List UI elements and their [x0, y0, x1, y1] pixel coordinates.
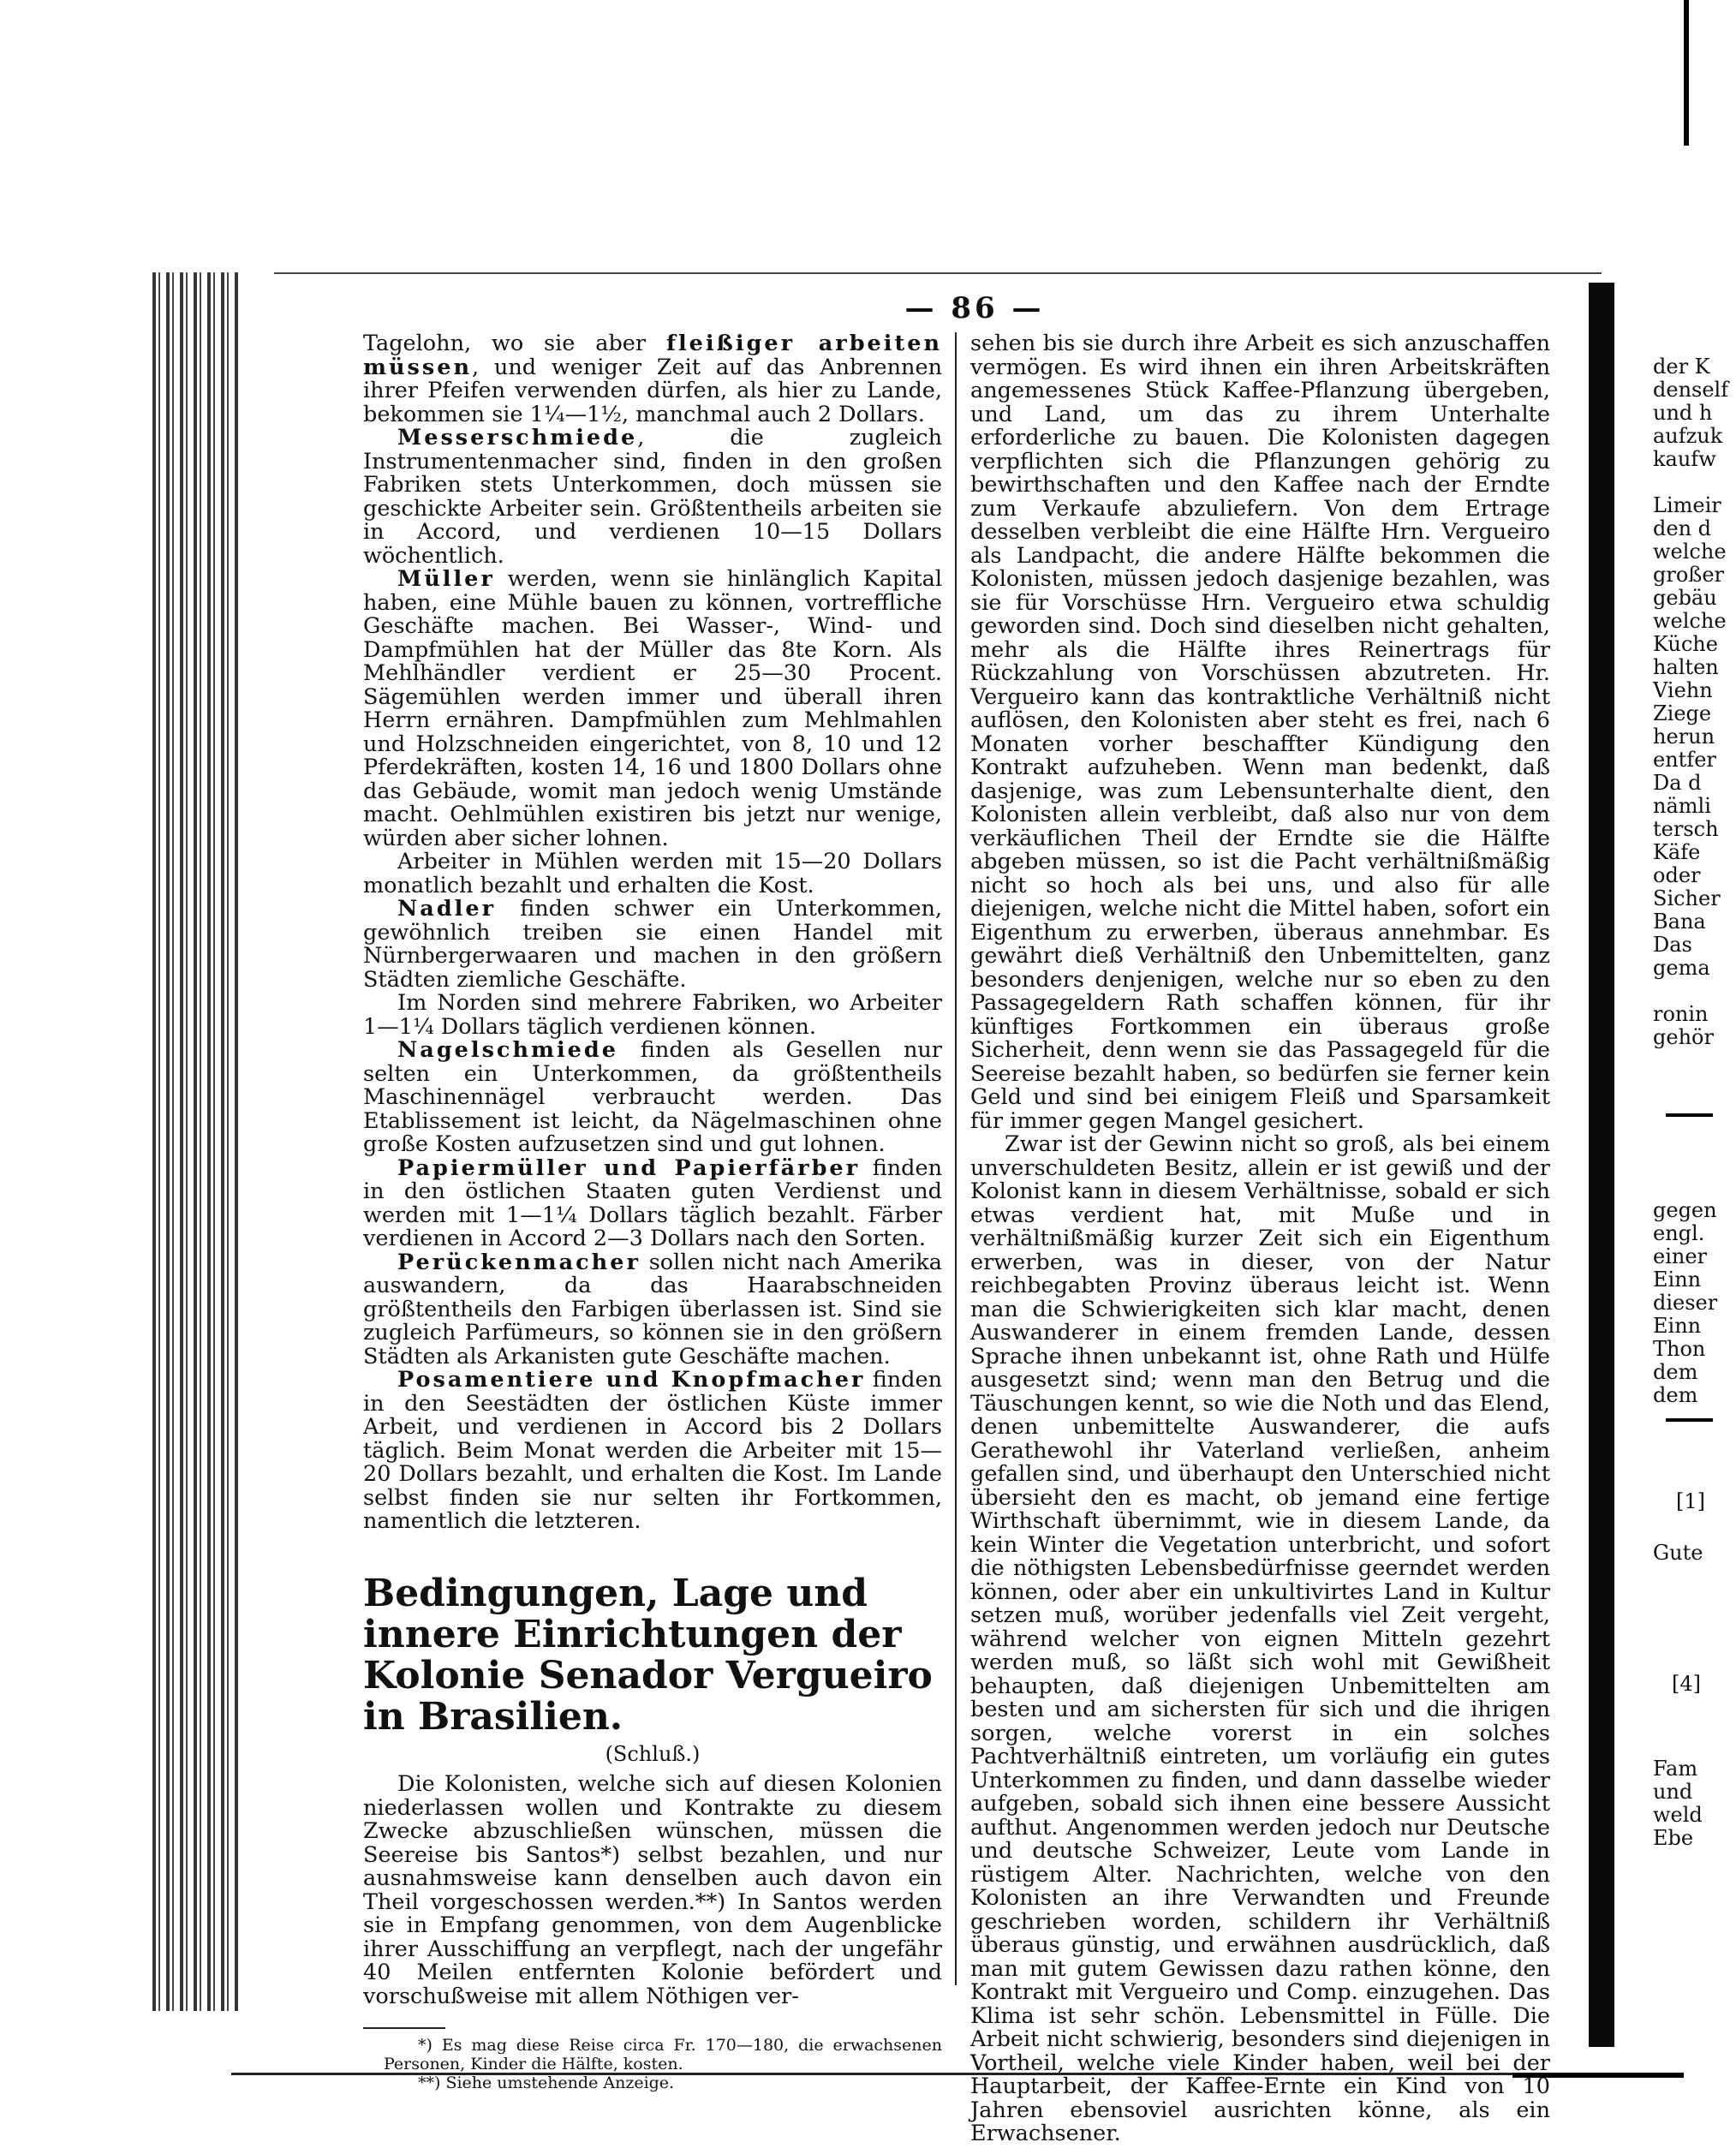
article-subtitle: (Schluß.)	[605, 1741, 701, 1766]
paragraph-text: finden in den Seestädten der östlichen Küste immer Arbeit, und verdienen in Accord bis 2 Dollars täglich. Beim Monat werden die Arbeiter mit 15—20 Dollars bezahlt, und erhalten die Kost. Im Lande selbst finden sie nur selten ihr Fortkommen, namentlich die letzteren.	[363, 1367, 942, 1534]
emphasized-trade-name: Posamentiere und Knopfmacher	[397, 1367, 866, 1393]
fragment-line: Einn	[1653, 1268, 1702, 1292]
left-paragraph	[363, 898, 942, 992]
fragment-line: den d	[1653, 516, 1712, 540]
paragraph-text: werden, wenn sie hinlänglich Kapital haben, eine Mühle bauen zu können, vortreffliche Geschäfte machen. Bei Wasser-, Wind- und Dampfmühlen hat der Müller das 8te Korn. Als Mehlhändler verdient er 25—30 Procent. Sägemühlen werden immer und überall ihren Herrn ernähren. Dampfmühlen zum Mehlmahlen und Holzschneiden eingerichtet, von 8, 10 und 12 Pferdekräften, kosten 14, 16 und 1800 Dollars ohne das Gebäude, womit man jedoch wenig Umstände macht. Oehlmühlen existiren bis jetzt nur wenige, würden aber sicher lohnen.	[363, 566, 942, 851]
fragment-line: gehör	[1653, 1025, 1714, 1049]
fragment-line: weld	[1653, 1803, 1703, 1827]
right-paragraph: Zwar ist der Gewinn nicht so groß, als bei einem unverschuldeten Besitz, allein er ist gewiß und der Kolonist kann in diesem Verhältnisse, sobald er sich etwas verdient hat, mit Muße und in verhältnißmäßig kurzer Zeit sich ein Eigenthum erwerben, was in dieser, von der Natur reichbegabten Provinz überaus leicht ist. Wenn man die Schwierigkeiten sich klar macht, denen Auswanderer in einem fremden Lande, dessen Sprache ihnen unbekannt ist, ohne Rath und Hülfe ausgesetzt sind; wenn man den Betrug und die Täuschungen kennt, so wie die Noth und das Elend, denen unbemittelte Auswanderer, die aufs Gerathewohl ihr Vaterland verließen, anheim gefallen sind, und überhaupt den Unterschied nicht übersieht den es macht, ob jemand eine fertige Wirthschaft übernimmt, wie in diesem Lande, da kein Winter die Vegetation unterbricht, und sofort die nöthigsten Lebensbedürfnisse geerndet werden können, oder aber ein unkultivirtes Land in Kultur setzen muß, worüber jedenfalls viel Zeit vergeht, während welcher von eignen Mitteln gezehrt werden muß, so läßt sich wohl mit Gewißheit behaupten, daß diejenigen Unbemittelten am besten und am sichersten für sich und die ihrigen sorgen, welche vorerst in ein solches Pachtverhältniß eintreten, um vorläufig ein gutes Unterkommen zu finden, und dann dasselbe wieder aufgeben, sobald sich ihnen eine bessere Aussicht aufthut. Angenommen werden jedoch nur Deutsche und deutsche Schweizer, Leute vom Lande in rüstigem Alter. Nachrichten, welche von den Kolonisten an ihre Verwandten und Freunde geschrieben worden, schildern ihr Verhältniß überaus günstig, und erwähnen ausdrücklich, daß man mit gutem Gewissen dazu rathen könne, den Kontrakt mit Vergueiro und Comp. einzugehen. Das Klima ist sehr schön. Lebensmittel in Fülle. Die Arbeit nicht schwierig, besonders sind diejenigen in Vortheil, welche viele Kinder haben, weil bei der Hauptarbeit, der Kaffee-Ernte ein Kind von 10 Jahren ebensoviel ausrichten könne, als ein Erwachsener.	[970, 1131, 1550, 2146]
fragment-line: nämli	[1653, 794, 1711, 818]
fragment-line	[1653, 471, 1713, 494]
left-paragraph	[363, 1157, 942, 1251]
left-paragraph	[363, 992, 942, 1039]
paragraph-text: finden in den östlichen Staaten guten Verdienst und werden mit 1—1¼ Dollars täglich bezahlt. Färber verdienen in Accord 2—3 Dollars nach den Sorten.	[363, 1155, 943, 1251]
fragment-line: gema	[1653, 956, 1710, 980]
fragment-line: und	[1653, 1780, 1693, 1804]
column-divider	[955, 332, 957, 1985]
fragment-line: Küche	[1653, 632, 1718, 656]
fragment-line: kaufw	[1653, 447, 1716, 471]
left-paragraph	[363, 568, 942, 850]
fragment-line: großer	[1653, 563, 1724, 587]
fragment-line: und h	[1653, 401, 1713, 425]
left-paragraph	[363, 1369, 942, 1534]
emphasized-trade-name: fleißiger arbeiten müssen	[363, 331, 942, 380]
paragraph-text: Im Norden sind mehrere Fabriken, wo Arbeiter 1—1¼ Dollars täglich verdienen können.	[363, 990, 942, 1040]
fragment-line: dem	[1653, 1360, 1698, 1384]
fragment-line: ronin	[1653, 1002, 1709, 1026]
footnote-marker: [4]	[1672, 1672, 1701, 1696]
right-column	[970, 332, 1550, 2146]
left-paragraph	[363, 427, 942, 568]
emphasized-trade-name: Papiermüller und Papierfärber	[397, 1155, 861, 1181]
article-title: Bedingungen, Lage und innere Einrichtungen der Kolonie Senador Vergueiro in Brasilien.	[363, 1571, 933, 1739]
article-paragraph: Die Kolonisten, welche sich auf diesen Kolonien niederlassen wollen und Kontrakte zu diesem Zwecke abzuschließen wünschen, müssen die Seereise bis Santos*) selbst bezahlen, und nur ausnahmsweise kann denselben auch davon ein Theil vorgeschossen werden.**) In Santos werden sie in Empfang genommen, von dem Augenblicke ihrer Ausschiffung an verpflegt, nach der ungefähr 40 Meilen entfernten Kolonie befördert und vorschußweise mit allem Nöthigen ver-	[363, 1771, 942, 2009]
book-binding-edge	[150, 272, 240, 2011]
left-column-paragraphs	[363, 332, 942, 1534]
paragraph-text: , und weniger Zeit auf das Anbrennen ihrer Pfeifen verwenden dürfen, als hier zu Lande, bekommen sie 1¼—1½, manchmal auch 2 Dollars.	[363, 354, 942, 427]
paragraph-text: , die zugleich Instrumentenmacher sind, finden in den großen Fabriken stets Unterkommen, doch müssen sie geschickte Arbeiter sein. Größtentheils arbeiten sie in Accord, und verdienen 10—15 Dollars wöchentlich.	[363, 425, 942, 569]
paragraph-text: Arbeiter in Mühlen werden mit 15—20 Dollars monatlich bezahlt und erhalten die Kost.	[363, 849, 942, 898]
fragment-line	[1653, 332, 1713, 355]
fragment-line: welche	[1653, 609, 1727, 633]
fragment-line: dieser	[1653, 1291, 1718, 1315]
fragment-line: herun	[1653, 725, 1715, 749]
emphasized-trade-name: Messerschmiede	[397, 425, 638, 450]
fragment-line: denself	[1653, 378, 1729, 402]
fragment-line: Einn	[1653, 1314, 1702, 1338]
adjacent-page-marker	[1672, 1673, 1732, 1696]
fragment-line	[1653, 980, 1713, 1003]
fragment-line: engl.	[1653, 1221, 1705, 1245]
fragment-word: Gute	[1653, 1541, 1703, 1565]
fragment-line: Ziege	[1653, 701, 1712, 725]
left-paragraph	[363, 332, 942, 427]
footnote: *) Es mag diese Reise circa Fr. 170—180, die erwachsenen Personen, Kinder die Hälfte, kosten.	[384, 2036, 942, 2073]
left-column	[363, 332, 942, 2092]
fragment-line: Thon	[1653, 1337, 1706, 1361]
fragment-line: aufzuk	[1653, 424, 1723, 448]
fragment-line: oder	[1653, 863, 1701, 887]
fragment-line: halten	[1653, 655, 1719, 679]
fragment-line: Fam	[1653, 1757, 1698, 1781]
emphasized-trade-name: Nagelschmiede	[397, 1037, 618, 1063]
fragment-rule	[1666, 1418, 1713, 1422]
fragment-line: Bana	[1653, 910, 1706, 934]
fragment-line: entfer	[1653, 748, 1716, 772]
fragment-line: Das	[1653, 933, 1692, 957]
scan-crop-mark	[1684, 0, 1689, 146]
right-paragraph: sehen bis sie durch ihre Arbeit es sich anzuschaffen vermögen. Es wird ihnen ein ihren Arbeitskräften angemessenes Stück Kaffee-Pflanzung übergeben, und Land, um das zu ihrem Unterhalte erforderliche zu bauen. Die Kolonisten dagegen verpflichten sich die Pflanzungen gehörig zu bewirthschaften und den Kaffee nach der Erndte zum Verkaufe abzuliefern. Von dem Ertrage desselben verbleibt die eine Hälfte Hrn. Vergueiro als Landpacht, die andere Hälfte bekommen die Kolonisten, müssen jedoch dasjenige bezahlen, was sie für Vorschüsse Hrn. Vergueiro etwa schuldig geworden sind. Doch sind dieselben nicht gehalten, mehr als die Hälfte ihres Reinertrags für Rückzahlung von Vorschüssen abzutreten. Hr. Vergueiro kann das kontraktliche Verhältniß nicht auflösen, den Kolonisten aber steht es frei, nach 6 Monaten vorher beschaffter Kündigung den Kontrakt aufzuheben. Wenn man bedenkt, daß dasjenige, was zum Lebensunterhalte dient, den Kolonisten allein verbleibt, daß also nur von dem verkäuflichen Theil der Erndte sie die Hälfte abgeben müssen, so ist die Pacht verhältnißmäßig nicht so hoch als bei uns, und also für alle diejenigen, welche nicht die Mittel haben, sofort ein Eigenthum zu erwerben, überaus annehmbar. Es gewährt dieß Verhältniß den Unbemittelten, ganz besonders denjenigen, welche nur so eben zu den Passagegeldern Rath schaffen können, für ihr künftiges Fortkommen ein überaus große Sicherheit, denn wenn sie das Passagegeld für die Seereise bezahlt haben, so bedürfen sie ferner kein Geld und sind bei einigem Fleiß und Sparsamkeit für immer gegen Mangel gesichert.	[970, 331, 1550, 1134]
footnote-rule	[363, 2027, 445, 2029]
fragment-line: welche	[1653, 540, 1727, 564]
fragment-line: der K	[1653, 355, 1710, 379]
left-paragraph	[363, 850, 942, 898]
fragment-line: Limeir	[1653, 493, 1721, 517]
page-number: — 86 —	[904, 291, 1045, 325]
page-top-edge	[274, 272, 1602, 274]
adjacent-page-fragment-b	[1653, 1198, 1718, 1407]
fragment-line: Sicher	[1653, 886, 1721, 910]
footnote-marker: [1]	[1676, 1489, 1705, 1513]
left-paragraph	[363, 1251, 942, 1369]
fragment-line: Da d	[1653, 771, 1702, 795]
adjacent-page-word	[1653, 1542, 1713, 1565]
adjacent-page-fragment-a	[1653, 332, 1729, 1049]
adjacent-page-fragment-c	[1653, 1757, 1713, 1850]
paragraph-text: finden als Gesellen nur selten ein Unterkommen, da größtentheils Maschinennägel verbraucht werden. Das Etablissement ist leicht, da Nägelmaschinen ohne große Kosten aufzusetzen sind und gut lohnen.	[363, 1037, 942, 1157]
paragraph-text: sollen nicht nach Amerika auswandern, da das Haarabschneiden größtentheils den Farbigen überlassen ist. Sind sie zugleich Parfümeurs, so können sie in den größern Städten als Arkanisten gute Geschäfte machen.	[363, 1249, 942, 1369]
fragment-rule	[1666, 1113, 1713, 1117]
emphasized-trade-name: Perückenmacher	[397, 1249, 641, 1275]
fragment-line: tersch	[1653, 817, 1719, 841]
fragment-line: Viehn	[1653, 678, 1713, 702]
fragment-line: Ebe	[1653, 1826, 1694, 1850]
left-paragraph	[363, 1039, 942, 1157]
emphasized-trade-name: Nadler	[397, 896, 497, 922]
adjacent-page-marker	[1676, 1490, 1736, 1513]
fragment-line: einer	[1653, 1244, 1708, 1268]
fragment-line: Käfe	[1653, 840, 1701, 864]
emphasized-trade-name: Müller	[397, 566, 495, 592]
fragment-line: dem	[1653, 1383, 1698, 1407]
paragraph-text: finden schwer ein Unterkommen, gewöhnlich treiben sie einen Handel mit Nürnbergerwaaren und machen in den größern Städten ziemliche Geschäfte.	[363, 896, 942, 993]
footnote: **) Siehe umstehende Anzeige.	[418, 2073, 675, 2092]
fragment-line: gegen	[1653, 1198, 1717, 1222]
fragment-line: gebäu	[1653, 586, 1717, 610]
paragraph-text: Tagelohn, wo sie aber	[363, 331, 666, 356]
page-right-edge-shadow	[1589, 283, 1614, 2047]
